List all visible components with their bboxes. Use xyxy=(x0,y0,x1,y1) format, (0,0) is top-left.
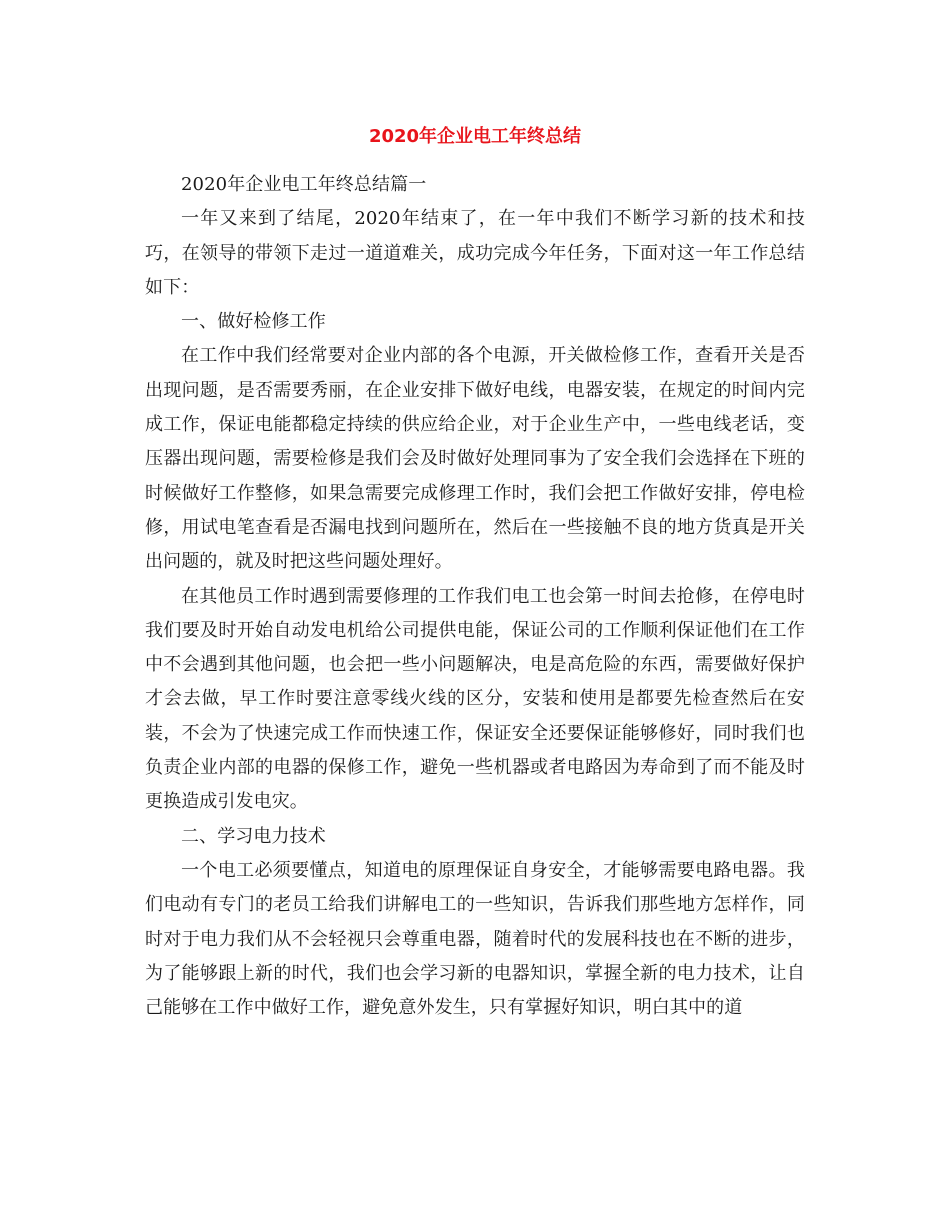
document-title: 2020年企业电工年终总结 xyxy=(368,126,582,147)
paragraph-learning: 一个电工必须要懂点，知道电的原理保证自身安全，才能够需要电路电器。我们电动有专门的老员工给我们讲解电工的一些知识，告诉我们那些地方怎样作，同时对于电力我们从不会轻视只会尊重电器，随着时代的发展科技也在不断的进步，为了能够跟上新的时代，我们也会学习新的电器知识，掌握全新的电力技术，让自己能够在工作中做好工作，避免意外发生，只有掌握好知识，明白其中的道 xyxy=(145,859,805,1019)
paragraph-maintenance-2: 在其他员工作时遇到需要修理的工作我们电工也会第一时间去抢修，在停电时我们要及时开始自动发电机给公司提供电能，保证公司的工作顺利保证他们在工作中不会遇到其他问题，也会把一些小问题解决，电是高危险的东西，需要做好保护才会去做，早工作时要注意零线火线的区分，安装和使用是都要先检查然后在安装，不会为了快速完成工作而快速工作，保证安全还要保证能够修好，同时我们也负责企业内部的电器的保修工作，避免一些机器或者电路因为寿命到了而不能及时更换造成引发电灾。 xyxy=(145,585,805,813)
section-heading-learning: 二、学习电力技术 xyxy=(181,825,326,847)
paragraph-maintenance-1: 在工作中我们经常要对企业内部的各个电源，开关做检修工作，查看开关是否出现问题，是否需要秀丽，在企业安排下做好电线，电器安装，在规定的时间内完成工作，保证电能都稳定持续的供应给企业，对于企业生产中，一些电线老话，变压器出现问题，需要检修是我们会及时做好处理同事为了安全我们会选择在下班的时候做好工作整修，如果急需要完成修理工作时，我们会把工作做好安排，停电检修，用试电笔查看是否漏电找到问题所在，然后在一些接触不良的地方货真是开关出问题的，就及时把这些问题处理好。 xyxy=(145,345,805,573)
paragraph-intro: 一年又来到了结尾，2020年结束了，在一年中我们不断学习新的技术和技巧，在领导的带领下走过一道道难关，成功完成今年任务，下面对这一年工作总结如下： xyxy=(145,208,805,298)
paragraph-subtitle: 2020年企业电工年终总结篇一 xyxy=(181,174,427,195)
section-heading-maintenance: 一、做好检修工作 xyxy=(181,311,326,333)
document-body xyxy=(145,168,805,1025)
